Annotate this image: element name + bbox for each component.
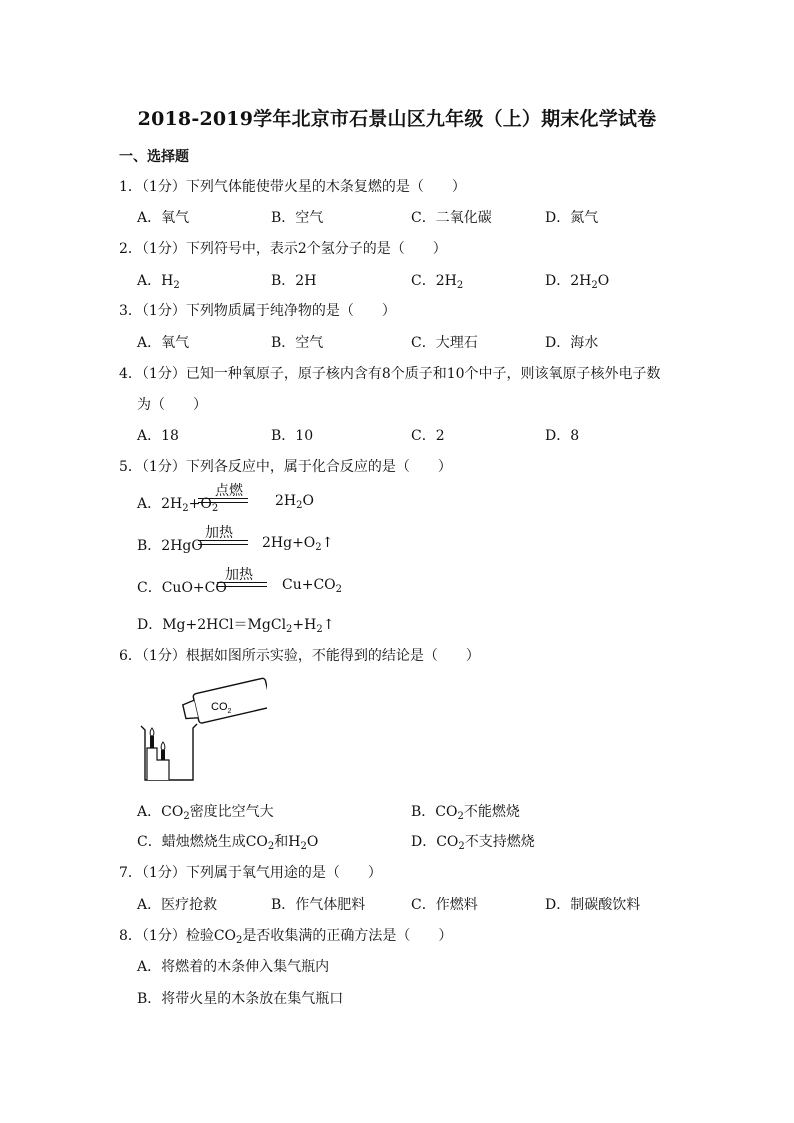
equation-text: +H xyxy=(292,617,317,633)
equals-bar-top xyxy=(198,498,248,499)
question-7 xyxy=(119,862,382,882)
option-a[interactable] xyxy=(137,801,274,821)
subscript: 2 xyxy=(182,503,189,514)
subscript: 2 xyxy=(267,841,275,852)
subscript: 2 xyxy=(335,584,343,595)
question-stem: （1分）已知一种氧原子，原子核内含有8个质子和10个中子，则该氧原子核外电子数 xyxy=(141,366,661,382)
option-c[interactable] xyxy=(137,831,318,851)
option-text: A．H xyxy=(137,273,174,289)
option-b[interactable] xyxy=(411,801,520,821)
subscript: 2 xyxy=(286,624,293,635)
option-text: B．CO xyxy=(411,804,458,820)
option-b[interactable]: B．空气 xyxy=(271,210,324,226)
question-8 xyxy=(119,925,452,945)
reaction-condition: 点燃 xyxy=(215,483,243,499)
equation-text: 2H xyxy=(275,493,297,509)
equation-text: ↑ xyxy=(321,535,334,551)
question-stem: （1分）下列属于氧气用途的是（ ） xyxy=(141,865,382,881)
option-a[interactable]: A．氧气 xyxy=(137,335,190,351)
option-c[interactable]: C．大理石 xyxy=(411,335,478,351)
option-text-tail: 密度比空气大 xyxy=(189,804,274,820)
option-d[interactable]: D．制碳酸饮料 xyxy=(545,897,641,913)
question-number: 1． xyxy=(119,179,142,195)
candle-low xyxy=(161,750,165,760)
question-stem: （1分）下列符号中，表示2个氢分子的是（ ） xyxy=(141,241,447,257)
option-text: A．CO xyxy=(137,804,184,820)
equation-text: A．2H xyxy=(137,496,183,512)
option-d[interactable] xyxy=(411,831,535,851)
flame-low xyxy=(161,742,165,750)
equation-product xyxy=(275,493,314,509)
reaction-condition: 加热 xyxy=(205,525,233,541)
question-2 xyxy=(119,238,447,258)
option-a[interactable]: A．医疗抢救 xyxy=(137,897,218,913)
question-number: 7． xyxy=(119,865,142,881)
equation-text: ↑ xyxy=(322,617,335,633)
question-3 xyxy=(119,300,396,320)
option-text-tail: 不能燃烧 xyxy=(463,804,520,820)
option-text-tail: 不支持燃烧 xyxy=(464,834,535,850)
flame-high xyxy=(150,728,154,736)
option-text-tail: O xyxy=(306,834,319,850)
option-d[interactable]: D．8 xyxy=(545,428,580,444)
subscript: 2 xyxy=(296,500,303,511)
option-c[interactable] xyxy=(411,270,463,290)
option-a[interactable]: A．18 xyxy=(137,428,179,444)
question-stem: （1分）下列各反应中，属于化合反应的是（ ） xyxy=(141,459,452,475)
subscript: 2 xyxy=(183,811,190,822)
option-text-tail: 和H xyxy=(274,834,301,850)
subscript: 2 xyxy=(300,841,307,852)
equals-bar-bottom xyxy=(217,586,267,587)
option-text-tail: O xyxy=(597,273,610,289)
question-4 xyxy=(119,363,661,383)
option-a[interactable]: A．将燃着的木条伸入集气瓶内 xyxy=(137,959,330,975)
subscript: 2 xyxy=(316,624,323,635)
equation-text: B．2HgO xyxy=(137,538,203,554)
question-stem: （1分）检验CO xyxy=(141,928,237,944)
option-text: D．2H xyxy=(545,273,592,289)
equals-bar-top xyxy=(217,582,267,583)
step-stand xyxy=(147,748,169,780)
section-heading: 一、选择题 xyxy=(119,149,189,165)
question-number: 3． xyxy=(119,303,142,319)
option-b[interactable]: B．将带火星的木条放在集气瓶口 xyxy=(137,991,344,1007)
option-text: C．2H xyxy=(411,273,457,289)
question-number: 6． xyxy=(119,648,142,664)
option-c[interactable]: C．二氧化碳 xyxy=(411,210,492,226)
figure-label: $CO_2$ xyxy=(211,701,232,715)
option-d[interactable]: D．氮气 xyxy=(545,210,599,226)
option-a[interactable]: A．氧气 xyxy=(137,210,190,226)
question-5 xyxy=(119,456,452,476)
option-c[interactable]: C．作燃料 xyxy=(411,897,478,913)
option-d[interactable] xyxy=(137,614,334,634)
subscript: 2 xyxy=(456,280,464,291)
subscript: 2 xyxy=(458,841,465,852)
question-number: 5． xyxy=(119,459,142,475)
equation-text: 2Hg+O xyxy=(262,535,316,551)
option-a[interactable] xyxy=(137,270,180,290)
subscript: 2 xyxy=(173,280,180,291)
question-number: 2． xyxy=(119,241,142,257)
option-d[interactable] xyxy=(545,270,609,290)
option-b[interactable]: B．10 xyxy=(271,428,314,444)
equation-product xyxy=(262,535,333,551)
reaction-condition: 加热 xyxy=(225,567,253,583)
question-stem-tail: 是否收集满的正确方法是（ ） xyxy=(242,928,453,944)
equation-text: +O xyxy=(188,496,212,512)
option-b[interactable]: B．作气体肥料 xyxy=(271,897,366,913)
option-c[interactable] xyxy=(137,577,227,597)
option-b[interactable] xyxy=(137,535,203,555)
subscript: 2 xyxy=(457,811,464,822)
question-stem: （1分）根据如图所示实验，不能得到的结论是（ ） xyxy=(141,648,480,664)
subscript: 2 xyxy=(591,280,598,291)
equation-text: O xyxy=(302,493,314,509)
option-b[interactable] xyxy=(271,270,316,290)
question-1 xyxy=(119,176,466,196)
option-text: B．2H xyxy=(271,273,317,289)
question-4-continuation: 为（ ） xyxy=(137,397,207,413)
option-d[interactable]: D．海水 xyxy=(545,335,599,351)
candle-high xyxy=(150,736,154,748)
question-number: 4． xyxy=(119,366,142,382)
equals-bar-bottom xyxy=(198,502,248,503)
question-stem: （1分）下列物质属于纯净物的是（ ） xyxy=(141,303,396,319)
experiment-figure xyxy=(137,676,267,786)
equation-text: C．CuO+CO xyxy=(137,580,227,596)
option-a[interactable] xyxy=(137,493,218,513)
option-text: C．蜡烛燃烧生成CO xyxy=(137,834,268,850)
subscript: 2 xyxy=(211,503,219,514)
option-c[interactable]: C．2 xyxy=(411,428,445,444)
subscript: 2 xyxy=(236,935,243,946)
option-text: D．CO xyxy=(411,834,459,850)
equals-bar-bottom xyxy=(198,544,248,545)
equation-text: D．Mg+2HCl＝MgCl xyxy=(137,617,287,633)
option-b[interactable]: B．空气 xyxy=(271,335,324,351)
subscript: 2 xyxy=(315,542,322,553)
question-number: 8． xyxy=(119,928,142,944)
equation-text: Cu+CO xyxy=(282,577,336,593)
equation-product xyxy=(282,577,342,593)
question-stem: （1分）下列气体能使带火星的木条复燃的是（ ） xyxy=(141,179,466,195)
equals-bar-top xyxy=(198,540,248,541)
page-title: 2018-2019学年北京市石景山区九年级（上）期末化学试卷 xyxy=(137,108,657,130)
question-6 xyxy=(119,645,480,665)
